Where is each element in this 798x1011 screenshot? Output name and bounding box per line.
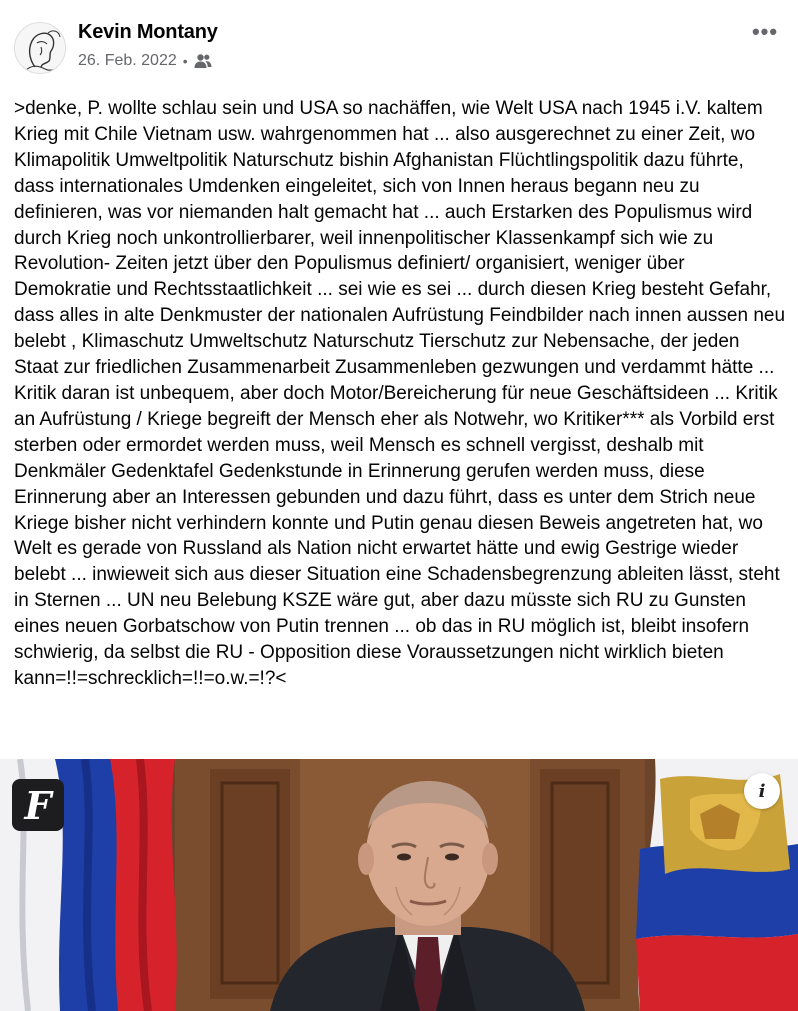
avatar-sketch-icon bbox=[15, 23, 66, 74]
info-icon[interactable]: i bbox=[744, 773, 780, 809]
putin-address-photo bbox=[0, 759, 798, 1011]
meta-separator: • bbox=[182, 53, 188, 69]
link-preview-image[interactable] bbox=[0, 759, 798, 1011]
post-text: >denke, P. wollte schlau sein und USA so nachäffen, wie Welt USA nach 1945 i.V. kaltem Krieg mit Chile Vietnam usw. wahrgenommen hat ... also ausgerechnet zu einer Zeit, wo Klimapolitik Umweltpolitik Naturschutz bishin Afghanistan Flüchtlingspolitik dazu führte, dass internationales Umdenken eingeleitet, sich von Innen heraus begann neu zu definieren, was vor niemanden halt gemacht hat ... auch Erstarken des Populismus wird durch Krieg noch unkontrollierbarer, weil innenpolitischer Klassenkampf sich wie zu Revolution- Zeiten jetzt über den Populismus definiert/ organisiert, weniger über Demokratie und Rechtsstaatlichkeit ... sei wie es sei ... durch diesen Krieg besteht Gefahr, dass alles in alte Denkmuster der nationalen Aufrüstung Feindbilder nach innen aussen neu belebt , Klimaschutz Umweltschutz Naturschutz Tierschutz zur Nebensache, der jeden Staat zur friedlichen Zusammenarbeit Zusammenleben gezwungen und verdammt hätte ... Kritik daran ist unbequem, aber doch Motor/Bereicherung für neue Geschäftsideen ... Kritik an Aufrüstung / Kriege begreift der Mensch eher als Notwehr, wo Kritiker*** als Vorbild erst sterben oder ermordet werden muss, weil Mensch es schnell vergisst, deshalb mit Denkmäler Gedenktafel Gedenkstunde in Erinnerung gerufen werden muss, diese Erinnerung aber an Interessen gebunden und dazu führt, dass es unter dem Strich neue Kriege bisher nicht verhindern konnte und Putin genau diesen Beweis angetreten hat, wo Welt es gerade von Russland als Nation nicht erwartet hätte und ewig Gestrige wieder belebt ... inwieweit sich aus dieser Situation eine Schadensbegrenzung ableiten lässt, steht in Sternen ... UN neu Belebung KSZE wäre gut, aber dazu müsste sich RU zu Gunsten eines neuen Gorbatschow von Putin trennen ... ob das in RU möglich ist, bleibt insofern schwierig, da selbst die RU - Opposition diese Voraussetzungen nicht wirklich bieten kann=!!=schrecklich=!!=o.w.=!?< bbox=[14, 98, 791, 689]
friends-icon[interactable] bbox=[194, 53, 212, 69]
post-meta bbox=[78, 51, 212, 71]
post-date[interactable]: 26. Feb. 2022 bbox=[78, 52, 177, 69]
post-header bbox=[0, 0, 798, 88]
author-name[interactable]: Kevin Montany bbox=[78, 21, 218, 43]
more-options-icon[interactable]: ••• bbox=[751, 19, 779, 44]
author-avatar[interactable] bbox=[14, 22, 66, 74]
publisher-logo[interactable]: F bbox=[12, 779, 64, 831]
